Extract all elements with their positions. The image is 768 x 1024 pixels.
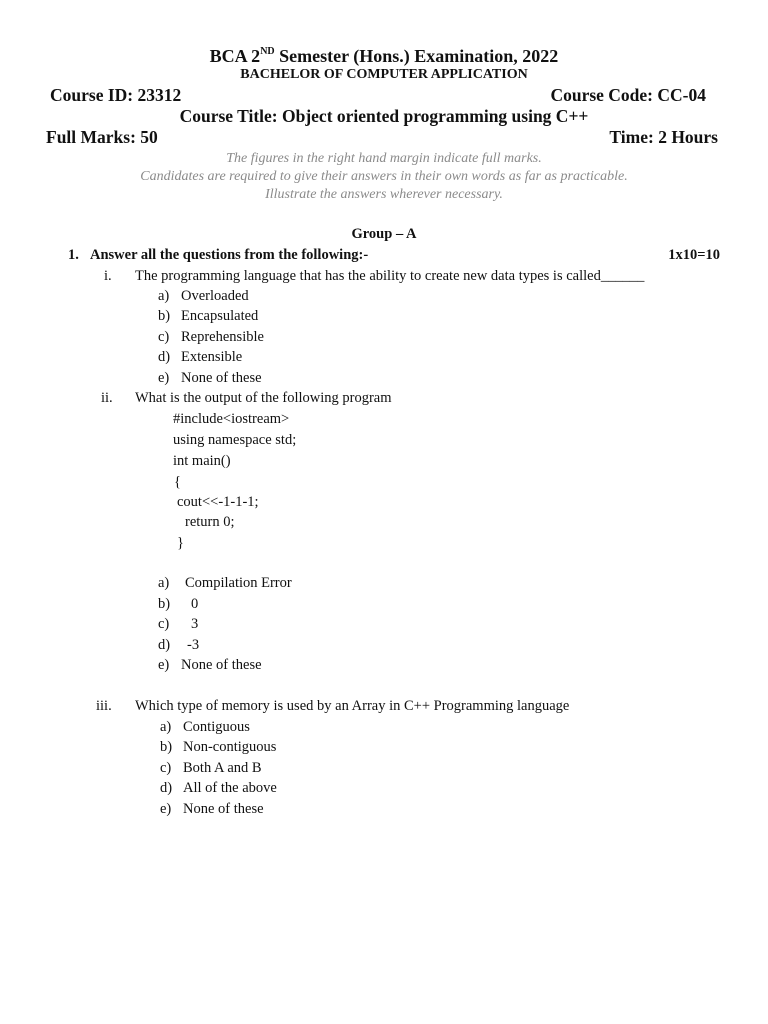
code-line: int main() [173, 453, 231, 469]
option-text: Both A and B [183, 760, 262, 776]
option-label: a) [158, 575, 170, 591]
subquestion-text: The programming language that has the ability to create new data types is called______ [135, 268, 645, 284]
course-title: Course Title: Object oriented programming using C++ [179, 106, 589, 126]
option-text: Reprehensible [181, 329, 264, 345]
subquestion-number: ii. [101, 390, 113, 406]
instruction-line: The figures in the right hand margin indicate full marks. [226, 151, 542, 166]
option-label: c) [160, 760, 172, 776]
course-id: Course ID: 23312 [50, 85, 182, 105]
exam-title: BCA 2ND Semester (Hons.) Examination, 2022 [209, 46, 559, 66]
option-text: None of these [181, 370, 262, 386]
option-label: e) [160, 801, 172, 817]
option-label: c) [158, 616, 170, 632]
full-marks: Full Marks: 50 [46, 127, 158, 147]
subquestion-text: Which type of memory is used by an Array in C++ Programming language [135, 698, 570, 714]
option-text: None of these [183, 801, 264, 817]
subquestion-text: What is the output of the following program [135, 390, 392, 406]
subquestion-number: i. [104, 268, 112, 284]
option-label: b) [158, 308, 171, 324]
option-text: 3 [191, 616, 199, 632]
option-label: a) [158, 288, 170, 304]
instruction-line: Candidates are required to give their answers in their own words as far as practicable. [140, 169, 628, 184]
code-line: return 0; [185, 514, 235, 530]
option-label: b) [158, 596, 171, 612]
subquestion-number: iii. [96, 698, 112, 714]
title-superscript: ND [260, 46, 275, 57]
question-instruction: Answer all the questions from the following:- [90, 247, 369, 263]
option-text: Encapsulated [181, 308, 259, 324]
option-text: 0 [191, 596, 199, 612]
code-line: } [177, 535, 184, 551]
code-line: { [174, 474, 181, 490]
option-label: c) [158, 329, 170, 345]
option-label: b) [160, 739, 173, 755]
option-text: Non-contiguous [183, 739, 277, 755]
option-label: e) [158, 657, 170, 673]
option-text: Compilation Error [185, 575, 292, 591]
time-allowed: Time: 2 Hours [609, 127, 718, 147]
code-line: using namespace std; [173, 432, 297, 448]
code-line: cout<<-1-1-1; [177, 494, 259, 510]
instruction-line: Illustrate the answers wherever necessary. [265, 187, 503, 202]
group-heading: Group – A [351, 226, 417, 242]
option-label: d) [158, 349, 171, 365]
question-marks: 1x10=10 [668, 247, 720, 263]
course-code: Course Code: CC-04 [550, 85, 706, 105]
option-label: d) [158, 637, 171, 653]
option-label: e) [158, 370, 170, 386]
option-label: a) [160, 719, 172, 735]
code-line: #include<iostream> [173, 411, 290, 427]
programme-subtitle: BACHELOR OF COMPUTER APPLICATION [240, 67, 528, 82]
option-text: Contiguous [183, 719, 250, 735]
option-text: Overloaded [181, 288, 249, 304]
option-text: -3 [187, 637, 200, 653]
question-number: 1. [68, 247, 79, 263]
option-text: None of these [181, 657, 262, 673]
option-text: Extensible [181, 349, 243, 365]
option-label: d) [160, 780, 173, 796]
option-text: All of the above [183, 780, 277, 796]
